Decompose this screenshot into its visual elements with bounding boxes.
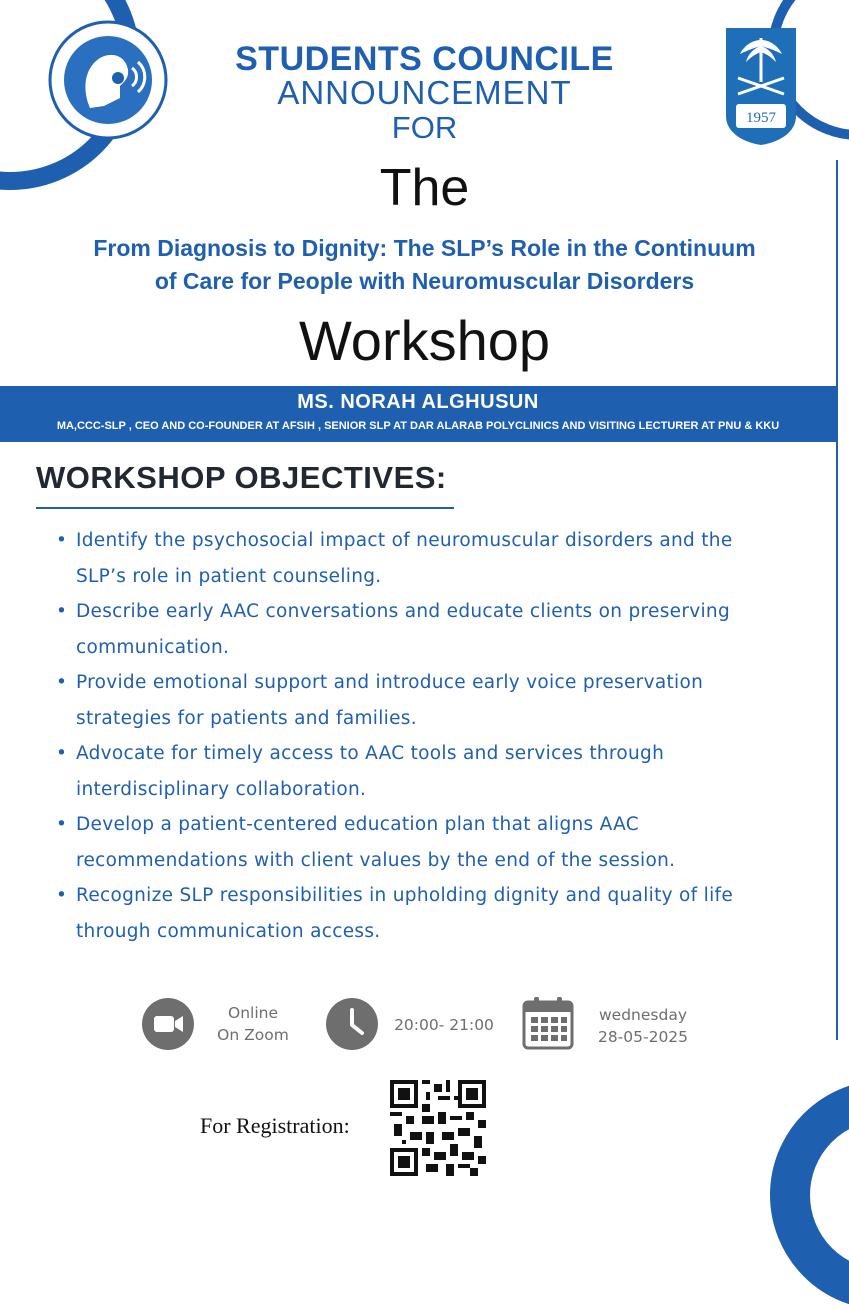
date-info [586, 1004, 700, 1048]
list-item: • Advocate for timely access to AAC tools and services through interdisciplinary collaboration. [56, 736, 776, 807]
time-info: 20:00- 21:00 [394, 1016, 494, 1034]
clock-icon [326, 998, 378, 1050]
decorative-arc-bottom-right [770, 1080, 849, 1310]
objectives-divider [36, 507, 454, 509]
video-camera-icon [142, 998, 194, 1050]
day-label: wednesday [599, 1006, 687, 1024]
location-line-1: Online [228, 1004, 278, 1022]
workshop-heading: Workshop [298, 309, 551, 372]
list-item: • Develop a patient-centered education plan that aligns AAC recommendations with client values by the end of the session. [56, 807, 776, 878]
the-heading: The [379, 159, 470, 217]
location-line-2: On Zoom [217, 1026, 289, 1044]
council-heading: STUDENTS COUNCILE [235, 40, 614, 78]
speaker-name: MS. NORAH ALGHUSUN [297, 391, 539, 413]
objectives-list [56, 523, 776, 949]
seal-year: 1957 [746, 110, 776, 126]
registration-label: For Registration: [200, 1113, 350, 1138]
qr-code-icon[interactable] [390, 1080, 486, 1176]
topic-line-2: of Care for People with Neuromuscular Disorders [154, 268, 695, 294]
list-item: • Recognize SLP responsibilities in upholding dignity and quality of life through communication access. [56, 878, 776, 949]
calendar-icon [522, 996, 574, 1050]
for-heading: FOR [391, 110, 458, 145]
topic-line-1: From Diagnosis to Dignity: The SLP’s Role in the Continuum [93, 235, 756, 261]
date-label: 28-05-2025 [597, 1028, 689, 1046]
objectives-title: WORKSHOP OBJECTIVES: [36, 460, 447, 495]
list-item: • Provide emotional support and introduce early voice preservation strategies for patients and families. [56, 665, 776, 736]
list-item: • Describe early AAC conversations and educate clients on preserving communication. [56, 594, 776, 665]
workshop-topic [0, 232, 849, 298]
speaker-credentials: MA,CCC-SLP , CEO AND CO-FOUNDER AT AFSIH , SENIOR SLP AT DAR ALARAB POLYCLINICS AND VISITING LECTURER AT PNU & KKU [56, 420, 780, 432]
list-item: • Identify the psychosocial impact of neuromuscular disorders and the SLP’s role in patient counseling. [56, 523, 776, 594]
announcement-heading: ANNOUNCEMENT [277, 74, 572, 111]
location-info [200, 1002, 306, 1046]
